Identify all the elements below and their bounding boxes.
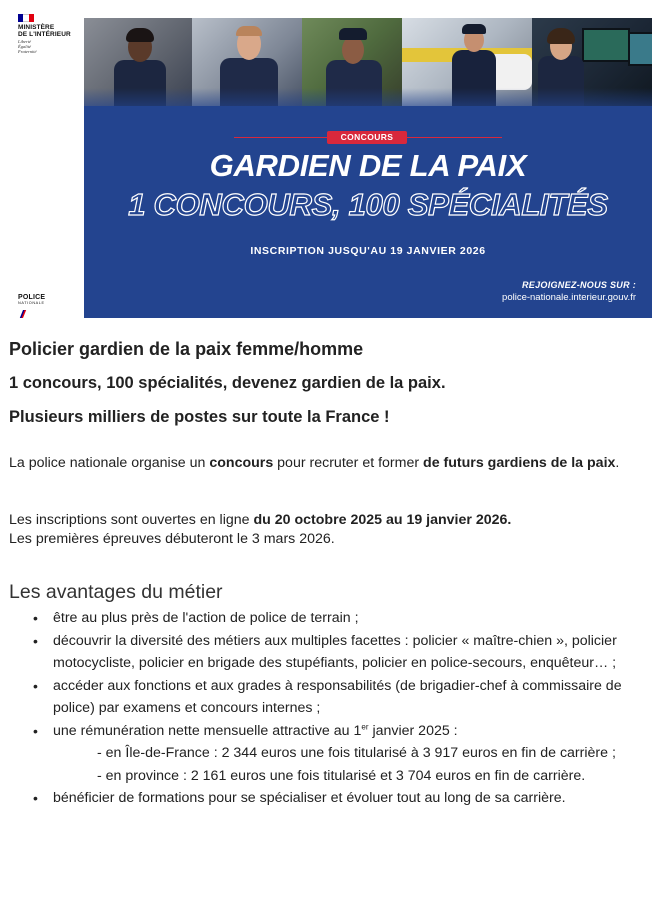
list-item: • une rémunération nette mensuelle attractive au 1er janvier 2025 : - en Île-de-France : 2 344 euros une fois titularisé à 3 917 euros en fin de carrière ; - en province : 2 161 euros une fois titularisé et 3 704 euros en fin de carrière. (53, 720, 657, 788)
page-title: Policier gardien de la paix femme/homme (9, 339, 364, 359)
intro-paragraph: La police nationale organise un concours pour recruter et former de futurs gardiens de la paix. (9, 455, 620, 471)
police-nationale-logo: POLICE NATIONALE (18, 294, 45, 323)
ministere-interieur-logo (18, 14, 71, 54)
advantages-list (9, 607, 657, 810)
concours-badge: CONCOURS (327, 131, 407, 144)
banner-subtitle: 1 CONCOURS, 100 SPÉCIALITÉS (128, 187, 608, 222)
salary-province: - en province : 2 161 euros une fois titularisé et 3 704 euros en fin de carrière. (97, 767, 586, 784)
logo-column (0, 0, 84, 320)
recruitment-banner[interactable] (84, 18, 652, 318)
list-item: • bénéficier de formations pour se spécialiser et évoluer tout au long de sa carrière. (53, 787, 657, 810)
list-item: • accéder aux fonctions et aux grades à responsabilités (de brigadier-chef à commissaire de police) par examens et concours internes ; (53, 675, 657, 720)
list-item: • être au plus près de l'action de police de terrain ; (53, 607, 657, 630)
salary-ile-de-france: - en Île-de-France : 2 344 euros une fois titularisé à 3 917 euros en fin de carrière ; (97, 745, 616, 761)
inscription-deadline: INSCRIPTION JUSQU'AU 19 JANVIER 2026 (250, 245, 486, 257)
advantages-heading: Les avantages du métier (9, 581, 223, 603)
join-url-link[interactable]: police-nationale.interieur.gouv.fr (502, 292, 636, 303)
banner-title: GARDIEN DE LA PAIX (209, 148, 527, 183)
tagline-2: Plusieurs milliers de postes sur toute la France ! (9, 408, 390, 426)
join-us (502, 280, 636, 303)
list-item: • découvrir la diversité des métiers aux multiples facettes : policier « maître-chien », policier motocycliste, policier en brigade des stupéfiants, policier en police-secours, enquêteur… ; (53, 630, 657, 675)
ministere-name: MINISTÈRE DE L'INTÉRIEUR (18, 24, 71, 38)
tagline: 1 concours, 100 spécialités, devenez gardien de la paix. (9, 374, 446, 392)
republic-motto: Liberté Égalité Fraternité (18, 39, 37, 54)
dates-paragraph: Les inscriptions sont ouvertes en ligne du 20 octobre 2025 au 19 janvier 2026. Les premières épreuves débuteront le 3 mars 2026. (9, 512, 512, 547)
join-label: REJOIGNEZ-NOUS SUR : (521, 280, 636, 290)
marianne-flag-icon (18, 14, 34, 22)
police-tricolor-stripe-icon (18, 310, 28, 318)
